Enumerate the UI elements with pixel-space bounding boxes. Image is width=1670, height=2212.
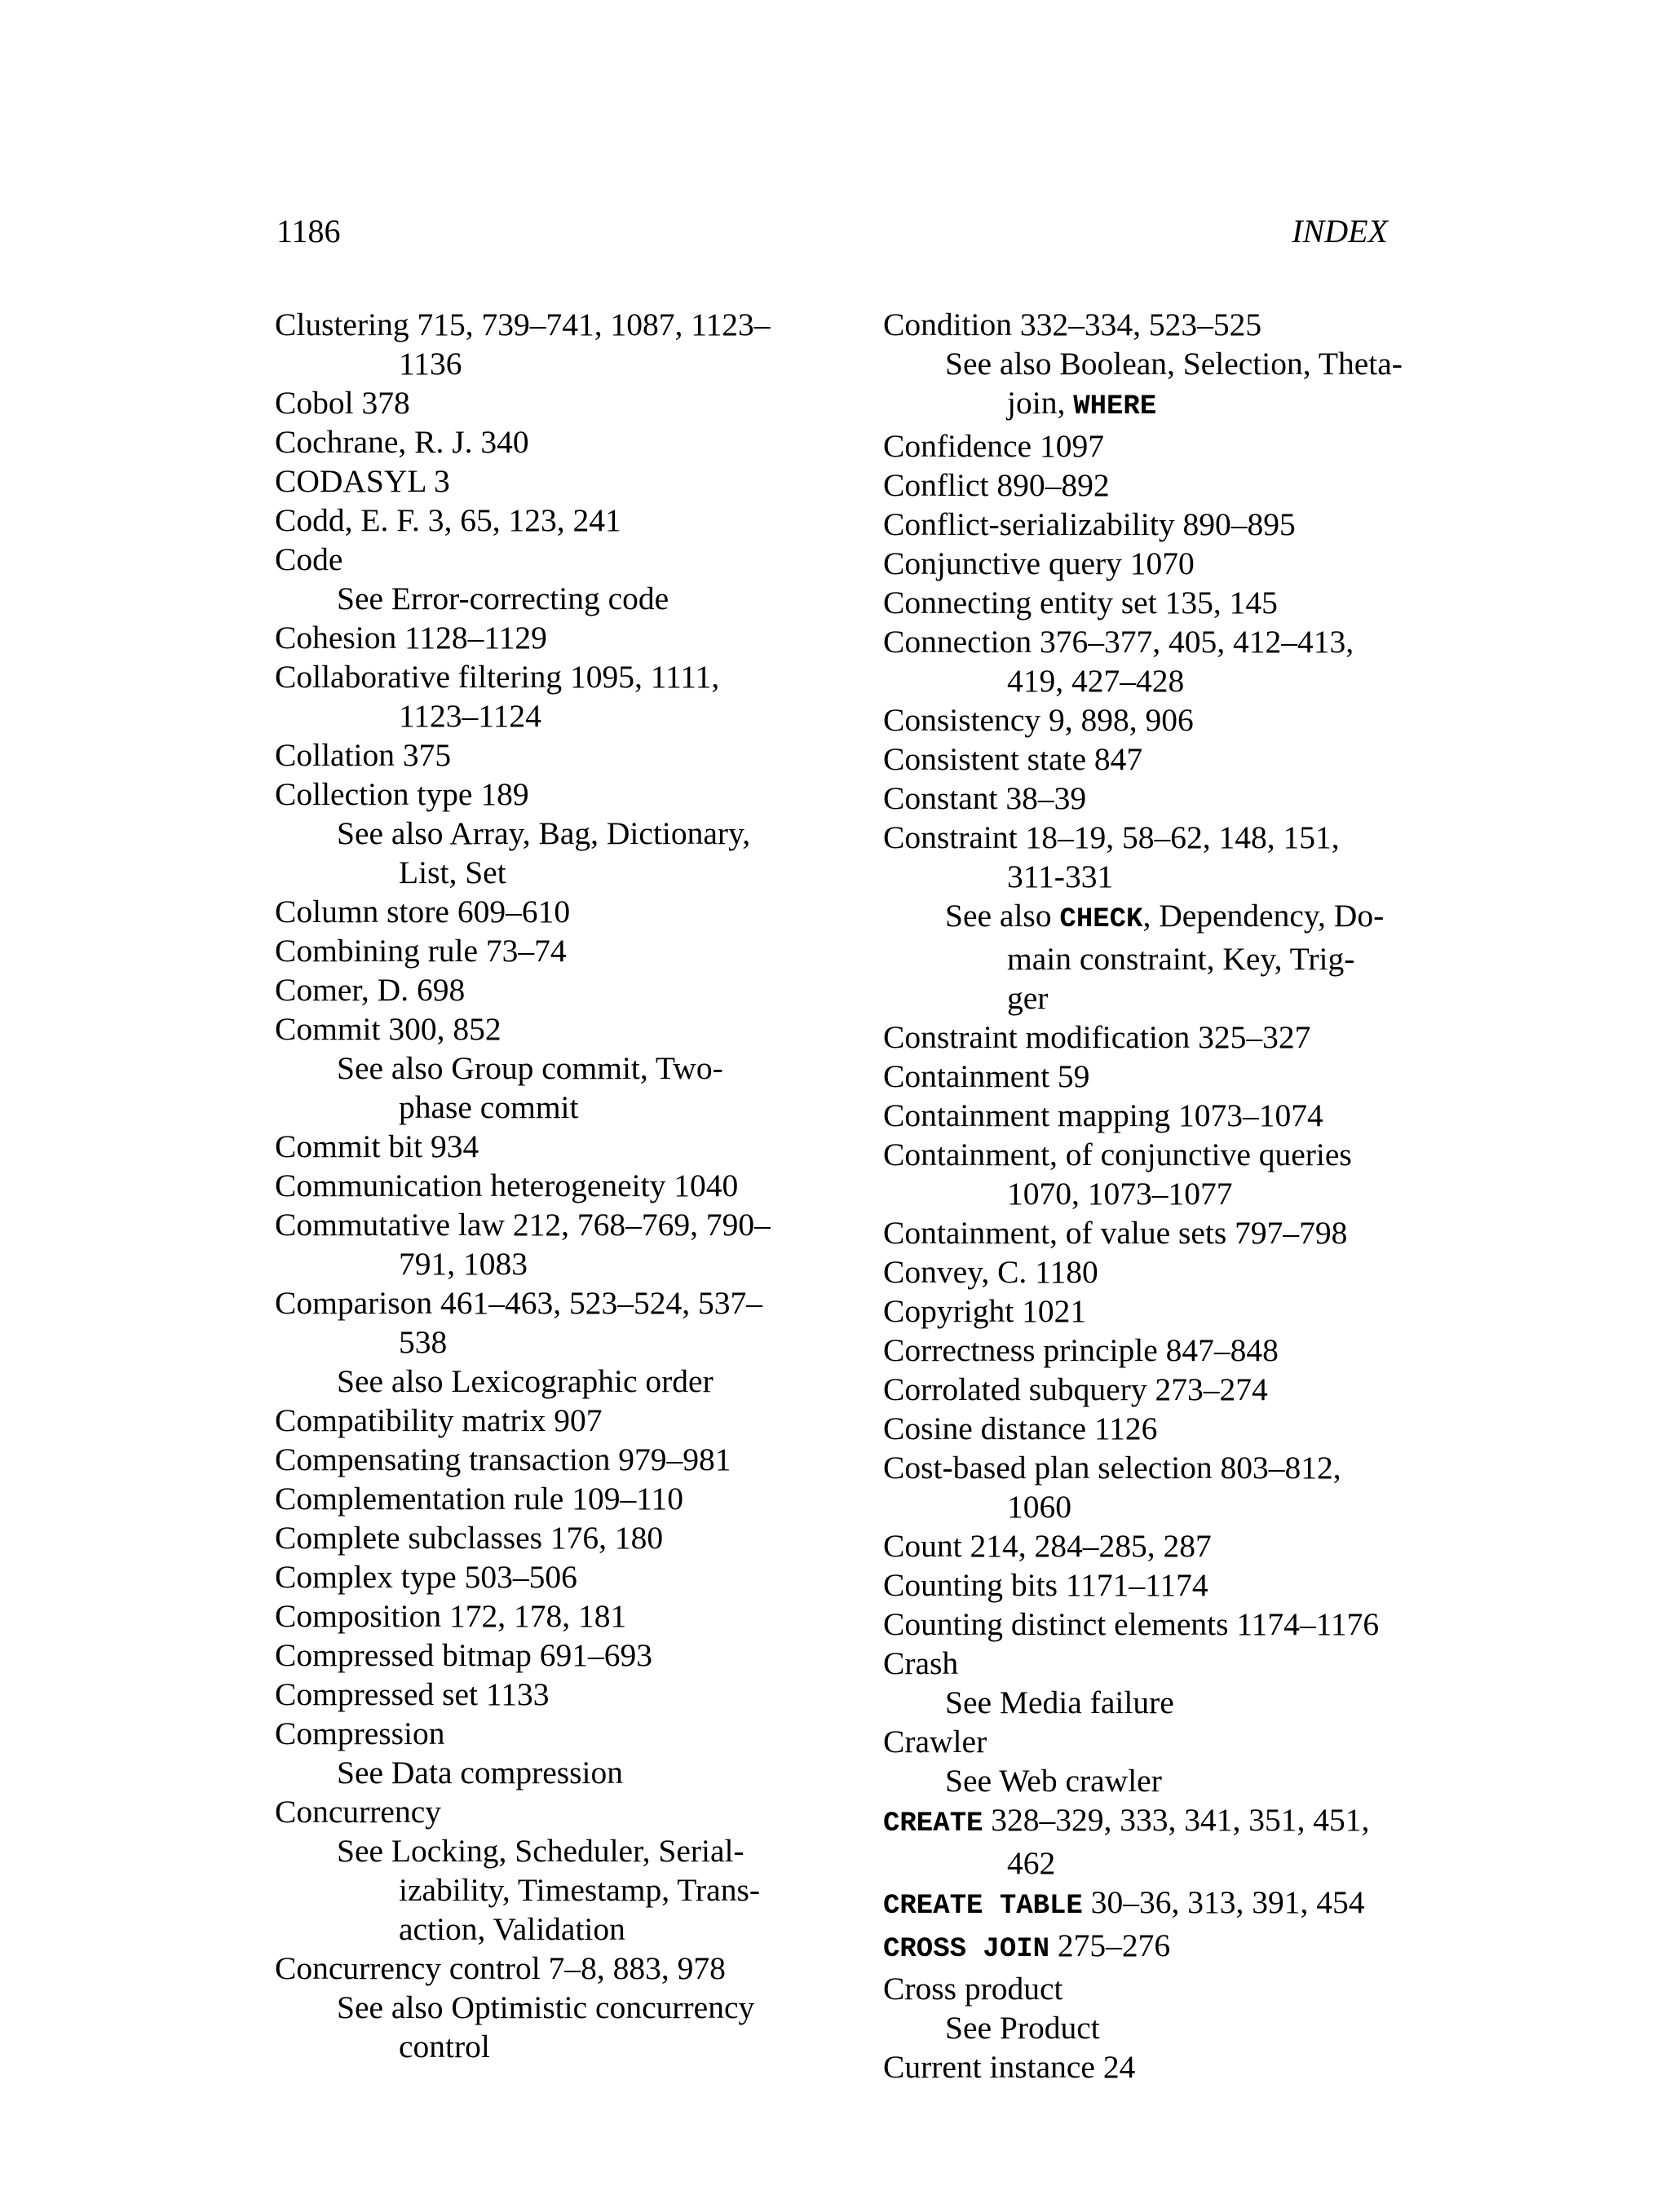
entry-text: See Data compression	[337, 1755, 624, 1790]
index-entry-continuation	[883, 1843, 1438, 1883]
entry-text: List, Set	[399, 854, 506, 890]
index-entry	[275, 657, 829, 696]
index-entry	[275, 775, 829, 814]
sql-keyword: CROSS JOIN	[883, 1934, 1050, 1965]
entry-text: Consistent state 847	[883, 741, 1143, 777]
entry-text: 1123–1124	[399, 698, 541, 734]
index-subentry	[275, 1049, 829, 1088]
index-entry	[883, 779, 1438, 818]
entry-text: Counting bits 1171–1174	[883, 1567, 1208, 1603]
entry-text: izability, Timestamp, Trans-	[399, 1872, 760, 1908]
index-entry	[275, 1283, 829, 1322]
index-entry-continuation	[883, 1174, 1438, 1213]
index-entry	[883, 700, 1438, 740]
sql-keyword: CREATE	[883, 1808, 983, 1839]
index-entry	[275, 735, 829, 775]
entry-text: control	[399, 2029, 490, 2064]
index-entry	[883, 622, 1438, 661]
index-column-right	[883, 305, 1438, 2086]
entry-text: Consistency 9, 898, 906	[883, 702, 1194, 738]
index-entry	[275, 501, 829, 540]
entry-text: Correctness principle 847–848	[883, 1332, 1279, 1368]
entry-text: Codd, E. F. 3, 65, 123, 241	[275, 502, 621, 538]
entry-text: Complex type 503–506	[275, 1559, 577, 1595]
entry-text: Cosine distance 1126	[883, 1411, 1158, 1446]
running-head: INDEX	[1292, 213, 1388, 249]
entry-text: Constraint modification 325–327	[883, 1019, 1311, 1055]
index-entry-continuation	[275, 1910, 829, 1949]
entry-text: Current instance 24	[883, 2049, 1136, 2085]
index-entry	[275, 461, 829, 501]
entry-text: Compatibility matrix 907	[275, 1402, 603, 1438]
index-entry	[275, 1714, 829, 1753]
index-entry-continuation	[883, 939, 1438, 978]
entry-text: Code	[275, 541, 343, 577]
index-entry	[883, 505, 1438, 544]
index-entry	[883, 818, 1438, 857]
index-entry	[883, 1722, 1438, 1761]
entry-text: Conjunctive query 1070	[883, 545, 1195, 581]
index-subentry	[883, 1761, 1438, 1800]
index-entry	[883, 1800, 1438, 1843]
index-entry	[275, 931, 829, 970]
entry-text: Concurrency	[275, 1794, 441, 1830]
index-entry	[883, 1926, 1438, 1969]
index-entry	[883, 1252, 1438, 1291]
entry-text: See Web crawler	[945, 1763, 1162, 1799]
entry-text: CODASYL 3	[275, 463, 450, 499]
index-subentry	[275, 1831, 829, 1870]
entry-text: Containment 59	[883, 1058, 1090, 1094]
index-column-left	[275, 305, 829, 2066]
index-entry	[883, 1969, 1438, 2008]
index-entry-continuation	[883, 661, 1438, 700]
entry-text: join,	[1007, 385, 1074, 421]
index-entry-continuation	[275, 344, 829, 383]
entry-text: Compression	[275, 1715, 445, 1751]
index-entry-continuation	[275, 1870, 829, 1910]
index-entry-continuation	[883, 978, 1438, 1018]
entry-text: Counting distinct elements 1174–1176	[883, 1606, 1380, 1642]
entry-text: See also Boolean, Selection, Theta-	[945, 346, 1403, 382]
index-entry	[275, 618, 829, 657]
entry-text: Count 214, 284–285, 287	[883, 1528, 1212, 1564]
entry-text: See also Group commit, Two-	[337, 1050, 723, 1086]
entry-text: ger	[1007, 980, 1049, 1016]
index-entry	[883, 1096, 1438, 1135]
index-entry-continuation	[883, 383, 1438, 426]
entry-text: 328–329, 333, 341, 351, 451,	[983, 1802, 1370, 1838]
index-entry	[883, 1370, 1438, 1409]
index-entry	[883, 544, 1438, 583]
entry-text: Composition 172, 178, 181	[275, 1598, 627, 1634]
index-entry	[275, 1127, 829, 1166]
entry-text: Containment, of conjunctive queries	[883, 1137, 1352, 1172]
entry-text: Concurrency control 7–8, 883, 978	[275, 1950, 726, 1986]
index-entry	[275, 970, 829, 1009]
index-entry	[275, 1596, 829, 1636]
entry-text: Commit bit 934	[275, 1128, 479, 1164]
entry-text: Complementation rule 109–110	[275, 1481, 683, 1517]
entry-text: Compressed set 1133	[275, 1676, 550, 1712]
index-entry	[275, 1557, 829, 1596]
index-entry-continuation	[275, 1322, 829, 1362]
index-subentry	[275, 1988, 829, 2027]
entry-text: Cohesion 1128–1129	[275, 620, 547, 656]
index-entry	[883, 1057, 1438, 1096]
entry-text: Cost-based plan selection 803–812,	[883, 1450, 1341, 1486]
sql-keyword: WHERE	[1073, 391, 1157, 422]
index-entry	[275, 892, 829, 931]
entry-text: Commit 300, 852	[275, 1011, 501, 1047]
entry-text: See also Lexicographic order	[337, 1363, 714, 1399]
entry-text: 30–36, 313, 391, 454	[1082, 1884, 1365, 1920]
entry-text: Communication heterogeneity 1040	[275, 1168, 739, 1203]
entry-text: See also Array, Bag, Dictionary,	[337, 815, 751, 851]
index-subentry	[275, 814, 829, 853]
entry-text: Cochrane, R. J. 340	[275, 424, 529, 460]
entry-text: Combining rule 73–74	[275, 933, 567, 969]
sql-keyword: CHECK	[1059, 904, 1143, 935]
entry-text: Clustering 715, 739–741, 1087, 1123–	[275, 307, 771, 342]
entry-text: Complete subclasses 176, 180	[275, 1520, 664, 1556]
index-entry	[883, 1213, 1438, 1252]
index-entry	[275, 1675, 829, 1714]
index-entry	[883, 1644, 1438, 1683]
entry-text: Crawler	[883, 1724, 987, 1759]
index-entry	[883, 1291, 1438, 1331]
entry-text: Connecting entity set 135, 145	[883, 585, 1278, 620]
index-entry	[883, 426, 1438, 466]
index-entry	[275, 1949, 829, 1988]
entry-text: 538	[399, 1324, 448, 1360]
index-entry	[883, 583, 1438, 622]
entry-text: Constant 38–39	[883, 780, 1087, 816]
entry-text: Corrolated subquery 273–274	[883, 1371, 1268, 1407]
index-entry	[275, 1166, 829, 1205]
entry-text: Commutative law 212, 768–769, 790–	[275, 1207, 771, 1243]
index-entry-continuation	[275, 853, 829, 892]
entry-text: 419, 427–428	[1007, 663, 1185, 699]
index-entry	[883, 1448, 1438, 1487]
entry-text: Crash	[883, 1645, 959, 1681]
index-entry	[275, 1479, 829, 1518]
index-subentry	[883, 896, 1438, 939]
entry-text: Confidence 1097	[883, 428, 1104, 464]
entry-text: action, Validation	[399, 1911, 625, 1947]
index-entry-continuation	[275, 2027, 829, 2066]
index-subentry	[883, 344, 1438, 383]
index-entry	[275, 540, 829, 579]
entry-text: phase commit	[399, 1089, 579, 1125]
entry-text: See also Optimistic concurrency	[337, 1989, 755, 2025]
index-entry-continuation	[275, 696, 829, 735]
entry-text: 462	[1007, 1845, 1056, 1881]
index-entry-continuation	[275, 1088, 829, 1127]
entry-text: 1070, 1073–1077	[1007, 1176, 1233, 1212]
entry-text: main constraint, Key, Trig-	[1007, 941, 1355, 977]
entry-text: See Media failure	[945, 1684, 1174, 1720]
index-entry	[275, 1792, 829, 1831]
index-entry	[883, 1605, 1438, 1644]
index-entry	[883, 466, 1438, 505]
entry-text: Collation 375	[275, 737, 452, 773]
index-entry	[883, 1565, 1438, 1605]
index-subentry	[883, 1683, 1438, 1722]
entry-text: 1136	[399, 346, 462, 382]
entry-text: Conflict-serializability 890–895	[883, 506, 1296, 542]
entry-text: 1060	[1007, 1489, 1071, 1525]
entry-text: See Locking, Scheduler, Serial-	[337, 1833, 744, 1869]
entry-text: Cobol 378	[275, 385, 410, 421]
entry-text: Convey, C. 1180	[883, 1254, 1098, 1290]
entry-text: See Product	[945, 2010, 1100, 2046]
entry-text: Conflict 890–892	[883, 467, 1110, 503]
index-subentry	[275, 1362, 829, 1401]
index-entry	[275, 1401, 829, 1440]
entry-text: Connection 376–377, 405, 412–413,	[883, 624, 1354, 660]
entry-text: Column store 609–610	[275, 894, 571, 929]
entry-text: 791, 1083	[399, 1246, 528, 1282]
index-entry	[883, 1331, 1438, 1370]
index-entry	[275, 1205, 829, 1244]
index-entry	[883, 1883, 1438, 1926]
sql-keyword: CREATE TABLE	[883, 1891, 1083, 1922]
index-entry	[275, 1636, 829, 1675]
entry-text: Cross product	[883, 1971, 1063, 2007]
entry-text: 275–276	[1049, 1927, 1171, 1963]
index-entry-continuation	[275, 1244, 829, 1283]
entry-text: Comer, D. 698	[275, 972, 466, 1008]
index-subentry	[275, 579, 829, 618]
index-entry	[275, 422, 829, 461]
index-entry	[275, 1009, 829, 1049]
entry-text: Condition 332–334, 523–525	[883, 307, 1262, 342]
entry-text: Collaborative filtering 1095, 1111,	[275, 659, 720, 695]
index-entry	[275, 383, 829, 422]
entry-prefix: See also	[945, 898, 1060, 934]
index-entry	[883, 2047, 1438, 2086]
entry-text: Compressed bitmap 691–693	[275, 1637, 652, 1673]
index-entry	[883, 1018, 1438, 1057]
entry-text: See Error-correcting code	[337, 581, 669, 616]
index-entry	[275, 1440, 829, 1479]
page-number: 1186	[276, 213, 341, 249]
index-entry	[275, 305, 829, 344]
index-subentry	[883, 2008, 1438, 2047]
entry-text: Copyright 1021	[883, 1293, 1087, 1329]
entry-text: Containment, of value sets 797–798	[883, 1215, 1348, 1251]
index-entry	[883, 740, 1438, 779]
index-entry	[883, 1409, 1438, 1448]
entry-text: Constraint 18–19, 58–62, 148, 151,	[883, 819, 1340, 855]
index-entry-continuation	[883, 1487, 1438, 1526]
index-subentry	[275, 1753, 829, 1792]
entry-text: Comparison 461–463, 523–524, 537–	[275, 1285, 762, 1321]
entry-text: Collection type 189	[275, 776, 529, 812]
entry-text: , Dependency, Do-	[1142, 898, 1385, 934]
entry-text: Containment mapping 1073–1074	[883, 1097, 1323, 1133]
index-entry	[883, 1135, 1438, 1174]
index-entry	[275, 1518, 829, 1557]
entry-text: 311-331	[1007, 859, 1114, 894]
entry-text: Compensating transaction 979–981	[275, 1442, 731, 1477]
index-entry	[883, 305, 1438, 344]
index-entry	[883, 1526, 1438, 1565]
index-entry-continuation	[883, 857, 1438, 896]
